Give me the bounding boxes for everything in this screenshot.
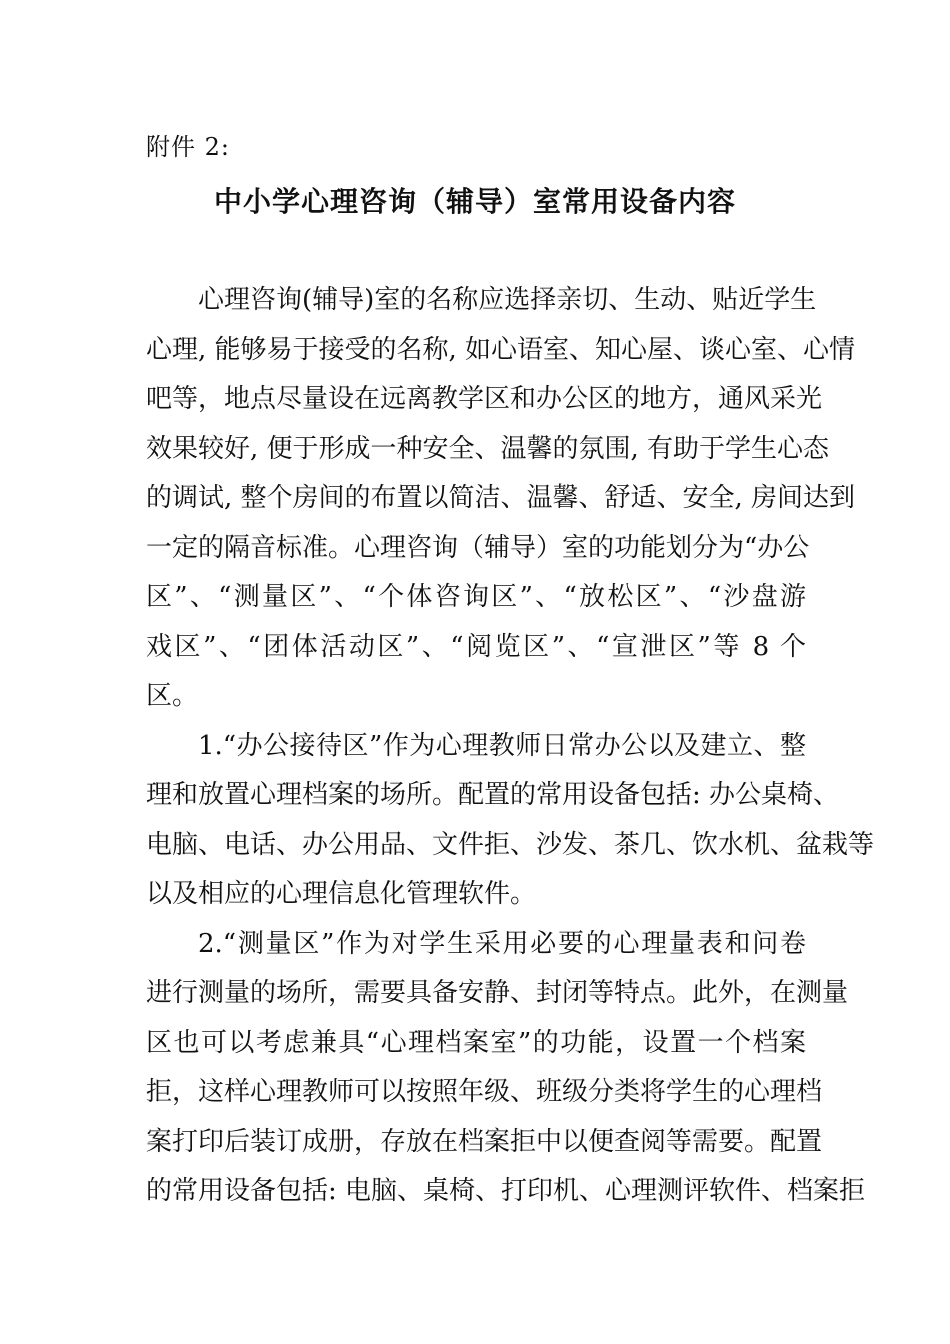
paragraph-line: 区”、“测量区”、“个体咨询区”、“放松区”、“沙盘游 <box>146 582 806 612</box>
paragraph-line: 拒，这样心理教师可以按照年级、班级分类将学生的心理档 <box>146 1077 823 1107</box>
paragraph-line: 一定的隔音标准。心理咨询（辅导）室的功能划分为“办公 <box>146 533 810 563</box>
paragraph-line: 以及相应的心理信息化管理软件。 <box>146 879 537 909</box>
paragraph-line: 理和放置心理档案的场所。配置的常用设备包括: 办公桌椅、 <box>146 780 840 810</box>
paragraph-line: 戏区”、“团体活动区”、“阅览区”、“宣泄区”等 8 个 <box>146 632 806 662</box>
paragraph-line: 的调试, 整个房间的布置以简洁、温馨、舒适、安全, 房间达到 <box>146 483 856 513</box>
paragraph-line: 1.“办公接待区”作为心理教师日常办公以及建立、整 <box>198 731 806 761</box>
paragraph-line: 区。 <box>146 681 199 711</box>
paragraph-line: 2.“测量区”作为对学生采用必要的心理量表和问卷 <box>198 929 806 959</box>
paragraph-line: 案打印后装订成册，存放在档案拒中以便查阅等需要。配置 <box>146 1127 823 1157</box>
paragraph-line: 效果较好, 便于形成一种安全、温馨的氛围, 有助于学生心态 <box>146 434 830 464</box>
paragraph-line: 区也可以考虑兼具“心理档案室”的功能，设置一个档案 <box>146 1028 806 1058</box>
paragraph-line: 心理咨询(辅导)室的名称应选择亲切、生动、贴近学生 <box>198 285 817 315</box>
paragraph-line: 心理, 能够易于接受的名称, 如心语室、知心屋、谈心室、心情 <box>146 335 856 365</box>
paragraph-line: 进行测量的场所，需要具备安静、封闭等特点。此外，在测量 <box>146 978 849 1008</box>
paragraph-line: 的常用设备包括: 电脑、桌椅、打印机、心理测评软件、档案拒 <box>146 1176 866 1206</box>
attachment-label: 附件 2: <box>146 133 230 161</box>
document-title: 中小学心理咨询（辅导）室常用设备内容 <box>213 185 736 218</box>
paragraph-line: 电脑、电话、办公用品、文件拒、沙发、茶几、饮水机、盆栽等 <box>146 830 875 860</box>
paragraph-line: 吧等，地点尽量设在远离教学区和办公区的地方，通风采光 <box>146 384 823 414</box>
